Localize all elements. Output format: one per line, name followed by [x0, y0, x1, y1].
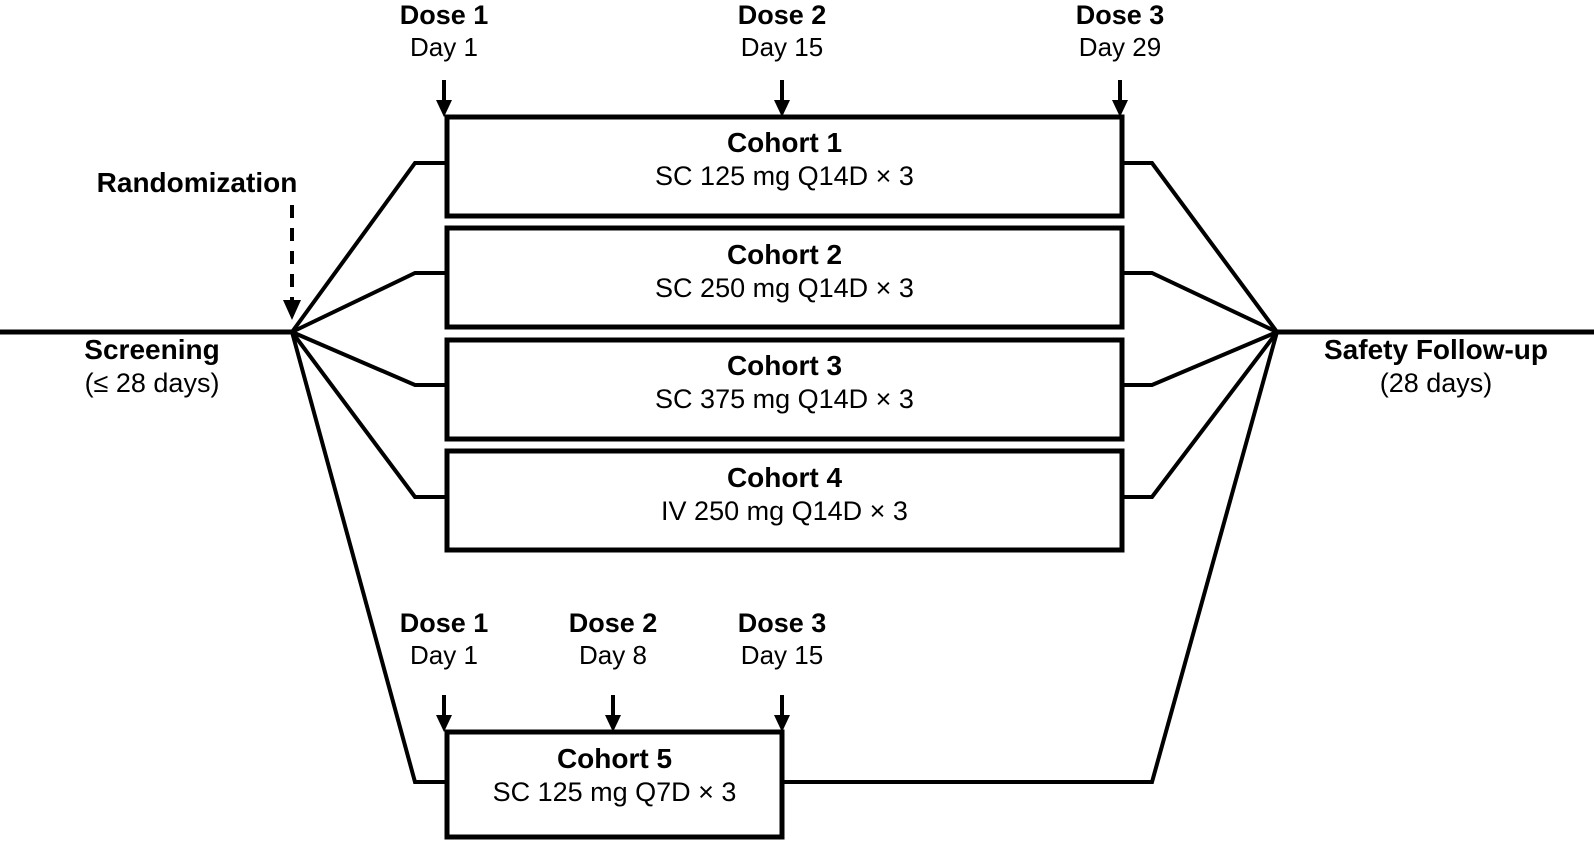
top-dose-2-arrowhead	[774, 100, 790, 117]
top-dose-3-day: Day 29	[1078, 31, 1162, 62]
screening-label: Screening (≤ 28 days)	[84, 334, 220, 398]
cohort-5-text	[447, 742, 782, 808]
top-dose-1-day: Day 1	[410, 31, 478, 62]
top-dose-1-label: Dose 1	[399, 0, 489, 30]
cohort-2-regimen: SC 250 mg Q14D × 3	[655, 272, 914, 303]
branch-to-cohort-5	[292, 332, 447, 782]
bottom-dose-3-arrowhead	[774, 715, 790, 732]
cohort-3-name: Cohort 3	[726, 350, 843, 381]
bottom-dose-2-day: Day 8	[579, 639, 647, 670]
top-dose-marker-3	[1020, 0, 1220, 63]
cohort-3-to-followup	[1122, 332, 1277, 385]
cohort-4-name: Cohort 4	[726, 462, 843, 493]
cohort-3-regimen: SC 375 mg Q14D × 3	[655, 383, 914, 414]
bottom-dose-1-arrowhead	[436, 715, 452, 732]
cohort-2-name: Cohort 2	[726, 239, 843, 270]
branch-to-cohort-3	[292, 332, 447, 385]
top-dose-marker-1	[344, 0, 544, 63]
top-dose-3-arrowhead	[1112, 100, 1128, 117]
bottom-dose-1-label: Dose 1	[399, 608, 489, 638]
randomization-arrowhead	[283, 300, 301, 320]
cohort-5-name: Cohort 5	[556, 743, 673, 774]
top-dose-marker-2	[682, 0, 882, 63]
safety-followup-label: Safety Follow-up (28 days)	[1324, 334, 1548, 398]
bottom-dose-3-day: Day 15	[740, 639, 824, 670]
top-dose-2-day: Day 15	[740, 31, 824, 62]
cohort-1-to-followup	[1122, 163, 1277, 332]
top-dose-3-label: Dose 3	[1075, 0, 1165, 30]
cohort-2-text	[447, 238, 1122, 304]
bottom-dose-marker-3	[682, 608, 882, 671]
bottom-dose-1-day: Day 1	[410, 639, 478, 670]
bottom-dose-2-label: Dose 2	[568, 608, 658, 638]
cohort-1-text	[447, 126, 1122, 192]
cohort-5-regimen: SC 125 mg Q7D × 3	[492, 776, 737, 807]
cohort-3-text	[447, 349, 1122, 415]
top-dose-1-arrowhead	[436, 100, 452, 117]
randomization-label: Randomization	[96, 167, 298, 198]
cohort-1-name: Cohort 1	[726, 127, 843, 158]
cohort-1-regimen: SC 125 mg Q14D × 3	[655, 160, 914, 191]
bottom-dose-2-arrowhead	[605, 715, 621, 732]
cohort-4-regimen: IV 250 mg Q14D × 3	[661, 495, 908, 526]
bottom-dose-3-label: Dose 3	[737, 608, 827, 638]
top-dose-2-label: Dose 2	[737, 0, 827, 30]
cohort-4-text	[447, 461, 1122, 527]
